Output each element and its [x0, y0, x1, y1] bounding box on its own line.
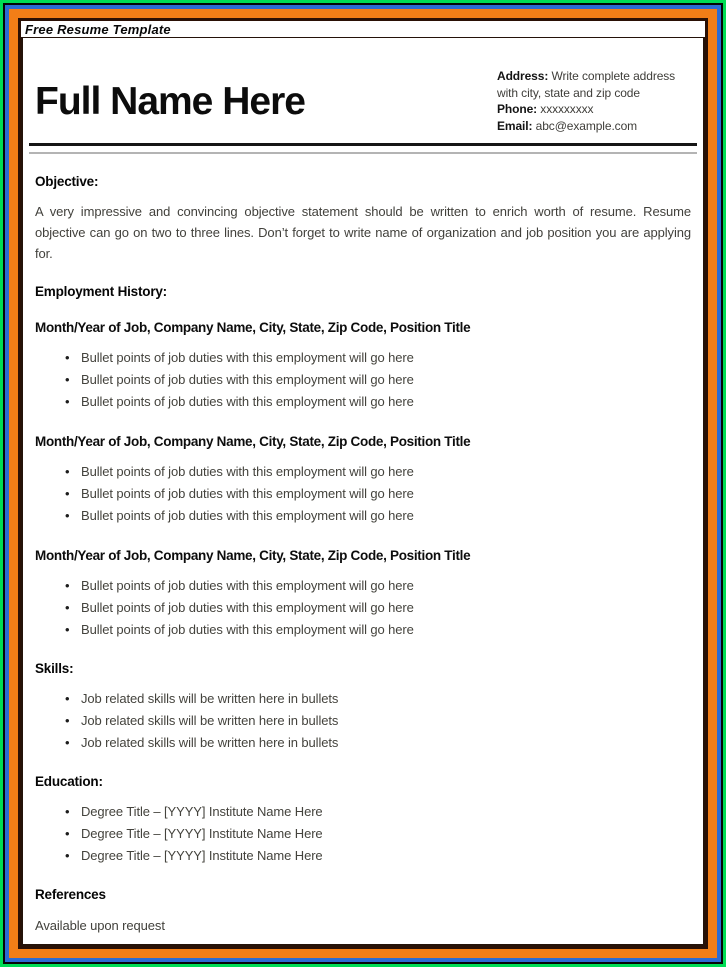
email-label: Email:	[497, 118, 533, 133]
list-item	[35, 597, 691, 619]
references-text: Available upon request	[35, 918, 165, 933]
job-title: Month/Year of Job, Company Name, City, State, Zip Code, Position Title	[35, 320, 471, 335]
job-bullet-list	[35, 575, 691, 641]
bullet-text: Bullet points of job duties with this employment will go here	[81, 578, 414, 593]
frame-maroon	[18, 18, 708, 949]
list-item	[35, 461, 691, 483]
list-item	[35, 483, 691, 505]
employment-heading: Employment History:	[35, 284, 167, 299]
frame-orange	[9, 9, 717, 958]
bullet-icon: •	[65, 508, 70, 523]
bullet-icon: •	[65, 713, 70, 728]
phone-value: xxxxxxxxx	[537, 102, 594, 116]
list-item	[35, 732, 691, 754]
objective-heading: Objective:	[35, 174, 99, 189]
header-divider-thin	[29, 152, 697, 154]
header-divider-thick	[29, 143, 697, 146]
template-watermark-label: Free Resume Template	[25, 22, 171, 37]
degree-text: Degree Title – [YYYY] Institute Name Here	[81, 826, 323, 841]
degree-text: Degree Title – [YYYY] Institute Name Here	[81, 848, 323, 863]
objective-text: A very impressive and convincing objective statement should be written to enrich worth of resume. Resume objective can go on two to three lines. Don’t forget to write name of organization and job position you are applying for.	[35, 204, 691, 261]
address-value: Write complete address with city, state and zip code	[497, 69, 676, 100]
list-item	[35, 845, 691, 867]
bullet-text: Bullet points of job duties with this employment will go here	[81, 372, 414, 387]
list-item	[35, 619, 691, 641]
frame-blue	[5, 5, 721, 962]
list-item	[35, 688, 691, 710]
bullet-icon: •	[65, 826, 70, 841]
list-item	[35, 369, 691, 391]
skills-list	[35, 688, 691, 754]
list-item	[35, 710, 691, 732]
list-item	[35, 823, 691, 845]
bullet-icon: •	[65, 600, 70, 615]
bullet-icon: •	[65, 350, 70, 365]
degree-text: Degree Title – [YYYY] Institute Name Here	[81, 804, 323, 819]
outer-margin	[21, 21, 705, 946]
bullet-text: Bullet points of job duties with this employment will go here	[81, 464, 414, 479]
bullet-icon: •	[65, 848, 70, 863]
skill-text: Job related skills will be written here in bullets	[81, 713, 339, 728]
skill-text: Job related skills will be written here in bullets	[81, 735, 339, 750]
frame-black	[3, 3, 723, 964]
education-list	[35, 801, 691, 867]
job-bullet-list	[35, 347, 691, 413]
list-item	[35, 391, 691, 413]
bullet-icon: •	[65, 394, 70, 409]
bullet-text: Bullet points of job duties with this employment will go here	[81, 622, 414, 637]
bullet-icon: •	[65, 691, 70, 706]
references-heading: References	[35, 887, 106, 902]
contact-block	[497, 68, 691, 134]
job-title: Month/Year of Job, Company Name, City, State, Zip Code, Position Title	[35, 548, 471, 563]
resume-page	[21, 37, 705, 946]
bullet-text: Bullet points of job duties with this employment will go here	[81, 394, 414, 409]
bullet-icon: •	[65, 622, 70, 637]
bullet-icon: •	[65, 735, 70, 750]
address-label: Address:	[497, 69, 549, 83]
bullet-text: Bullet points of job duties with this employment will go here	[81, 486, 414, 501]
email-value: abc@example.com	[532, 118, 638, 133]
bullet-text: Bullet points of job duties with this employment will go here	[81, 508, 414, 523]
bullet-icon: •	[65, 464, 70, 479]
skills-heading: Skills:	[35, 661, 74, 676]
bullet-icon: •	[65, 804, 70, 819]
skill-text: Job related skills will be written here in bullets	[81, 691, 339, 706]
bullet-icon: •	[65, 578, 70, 593]
resume-header	[35, 38, 691, 134]
education-heading: Education:	[35, 774, 103, 789]
job-bullet-list	[35, 461, 691, 527]
bullet-text: Bullet points of job duties with this employment will go here	[81, 600, 414, 615]
job-title: Month/Year of Job, Company Name, City, State, Zip Code, Position Title	[35, 434, 471, 449]
list-item	[35, 505, 691, 527]
list-item	[35, 801, 691, 823]
list-item	[35, 347, 691, 369]
list-item	[35, 575, 691, 597]
phone-label: Phone:	[497, 102, 538, 116]
bullet-icon: •	[65, 486, 70, 501]
bullet-text: Bullet points of job duties with this employment will go here	[81, 350, 414, 365]
full-name-title: Full Name Here	[35, 80, 305, 123]
bullet-icon: •	[65, 372, 70, 387]
